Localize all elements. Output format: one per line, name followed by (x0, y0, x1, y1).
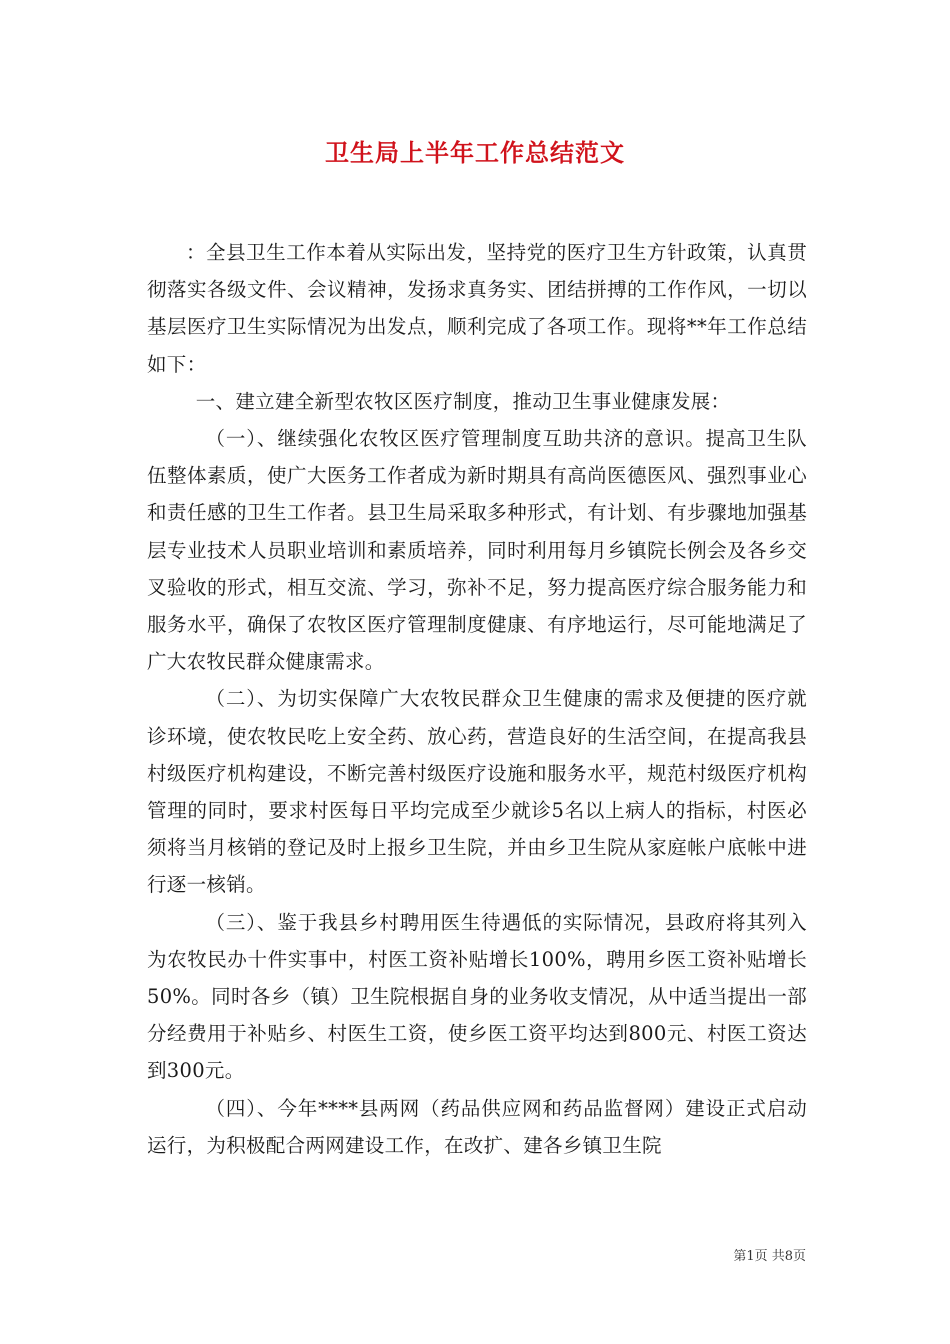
intro-paragraph: ：全县卫生工作本着从实际出发，坚持党的医疗卫生方针政策，认真贯彻落实各级文件、会议精神，发扬求真务实、团结拼搏的工作作风，一切以基层医疗卫生实际情况为出发点，顺利完成了各项工作。现将**年工作总结如下： (147, 241, 807, 376)
document-body (147, 234, 807, 1164)
paragraph-item-1: （一）、继续强化农牧区医疗管理制度互助共济的意识。提高卫生队伍整体素质，使广大医务工作者成为新时期具有高尚医德医风、强烈事业心和责任感的卫生工作者。县卫生局采取多种形式，有计划、有步骤地加强基层专业技术人员职业培训和素质培养，同时利用每月乡镇院长例会及各乡交叉验收的形式，相互交流、学习，弥补不足，努力提高医疗综合服务能力和服务水平，确保了农牧区医疗管理制度健康、有序地运行，尽可能地满足了广大农牧民群众健康需求。 (147, 427, 807, 674)
document-title: 卫生局上半年工作总结范文 (325, 138, 625, 167)
paragraph-item-3: （三）、鉴于我县乡村聘用医生待遇低的实际情况，县政府将其列入为农牧民办十件实事中，村医工资补贴增长100%，聘用乡医工资补贴增长50%。同时各乡（镇）卫生院根据自身的业务收支情况，从中适当提出一部分经费用于补贴乡、村医生工资，使乡医工资平均达到800元、村医工资达到300元。 (147, 910, 807, 1083)
section-heading-1: 一、建立建全新型农牧区医疗制度，推动卫生事业健康发展： (195, 389, 731, 413)
paragraph-item-2: （二）、为切实保障广大农牧民群众卫生健康的需求及便捷的医疗就诊环境，使农牧民吃上安全药、放心药，营造良好的生活空间，在提高我县村级医疗机构建设，不断完善村级医疗设施和服务水平，规范村级医疗机构管理的同时，要求村医每日平均完成至少就诊5名以上病人的指标，村医必须将当月核销的登记及时上报乡卫生院，并由乡卫生院从家庭帐户底帐中进行逐一核销。 (147, 687, 807, 897)
page-number-footer: 第1页 共8页 (733, 1249, 806, 1264)
paragraph-item-4: （四）、今年****县两网（药品供应网和药品监督网）建设正式启动运行，为积极配合两网建设工作，在改扩、建各乡镇卫生院 (147, 1096, 807, 1157)
